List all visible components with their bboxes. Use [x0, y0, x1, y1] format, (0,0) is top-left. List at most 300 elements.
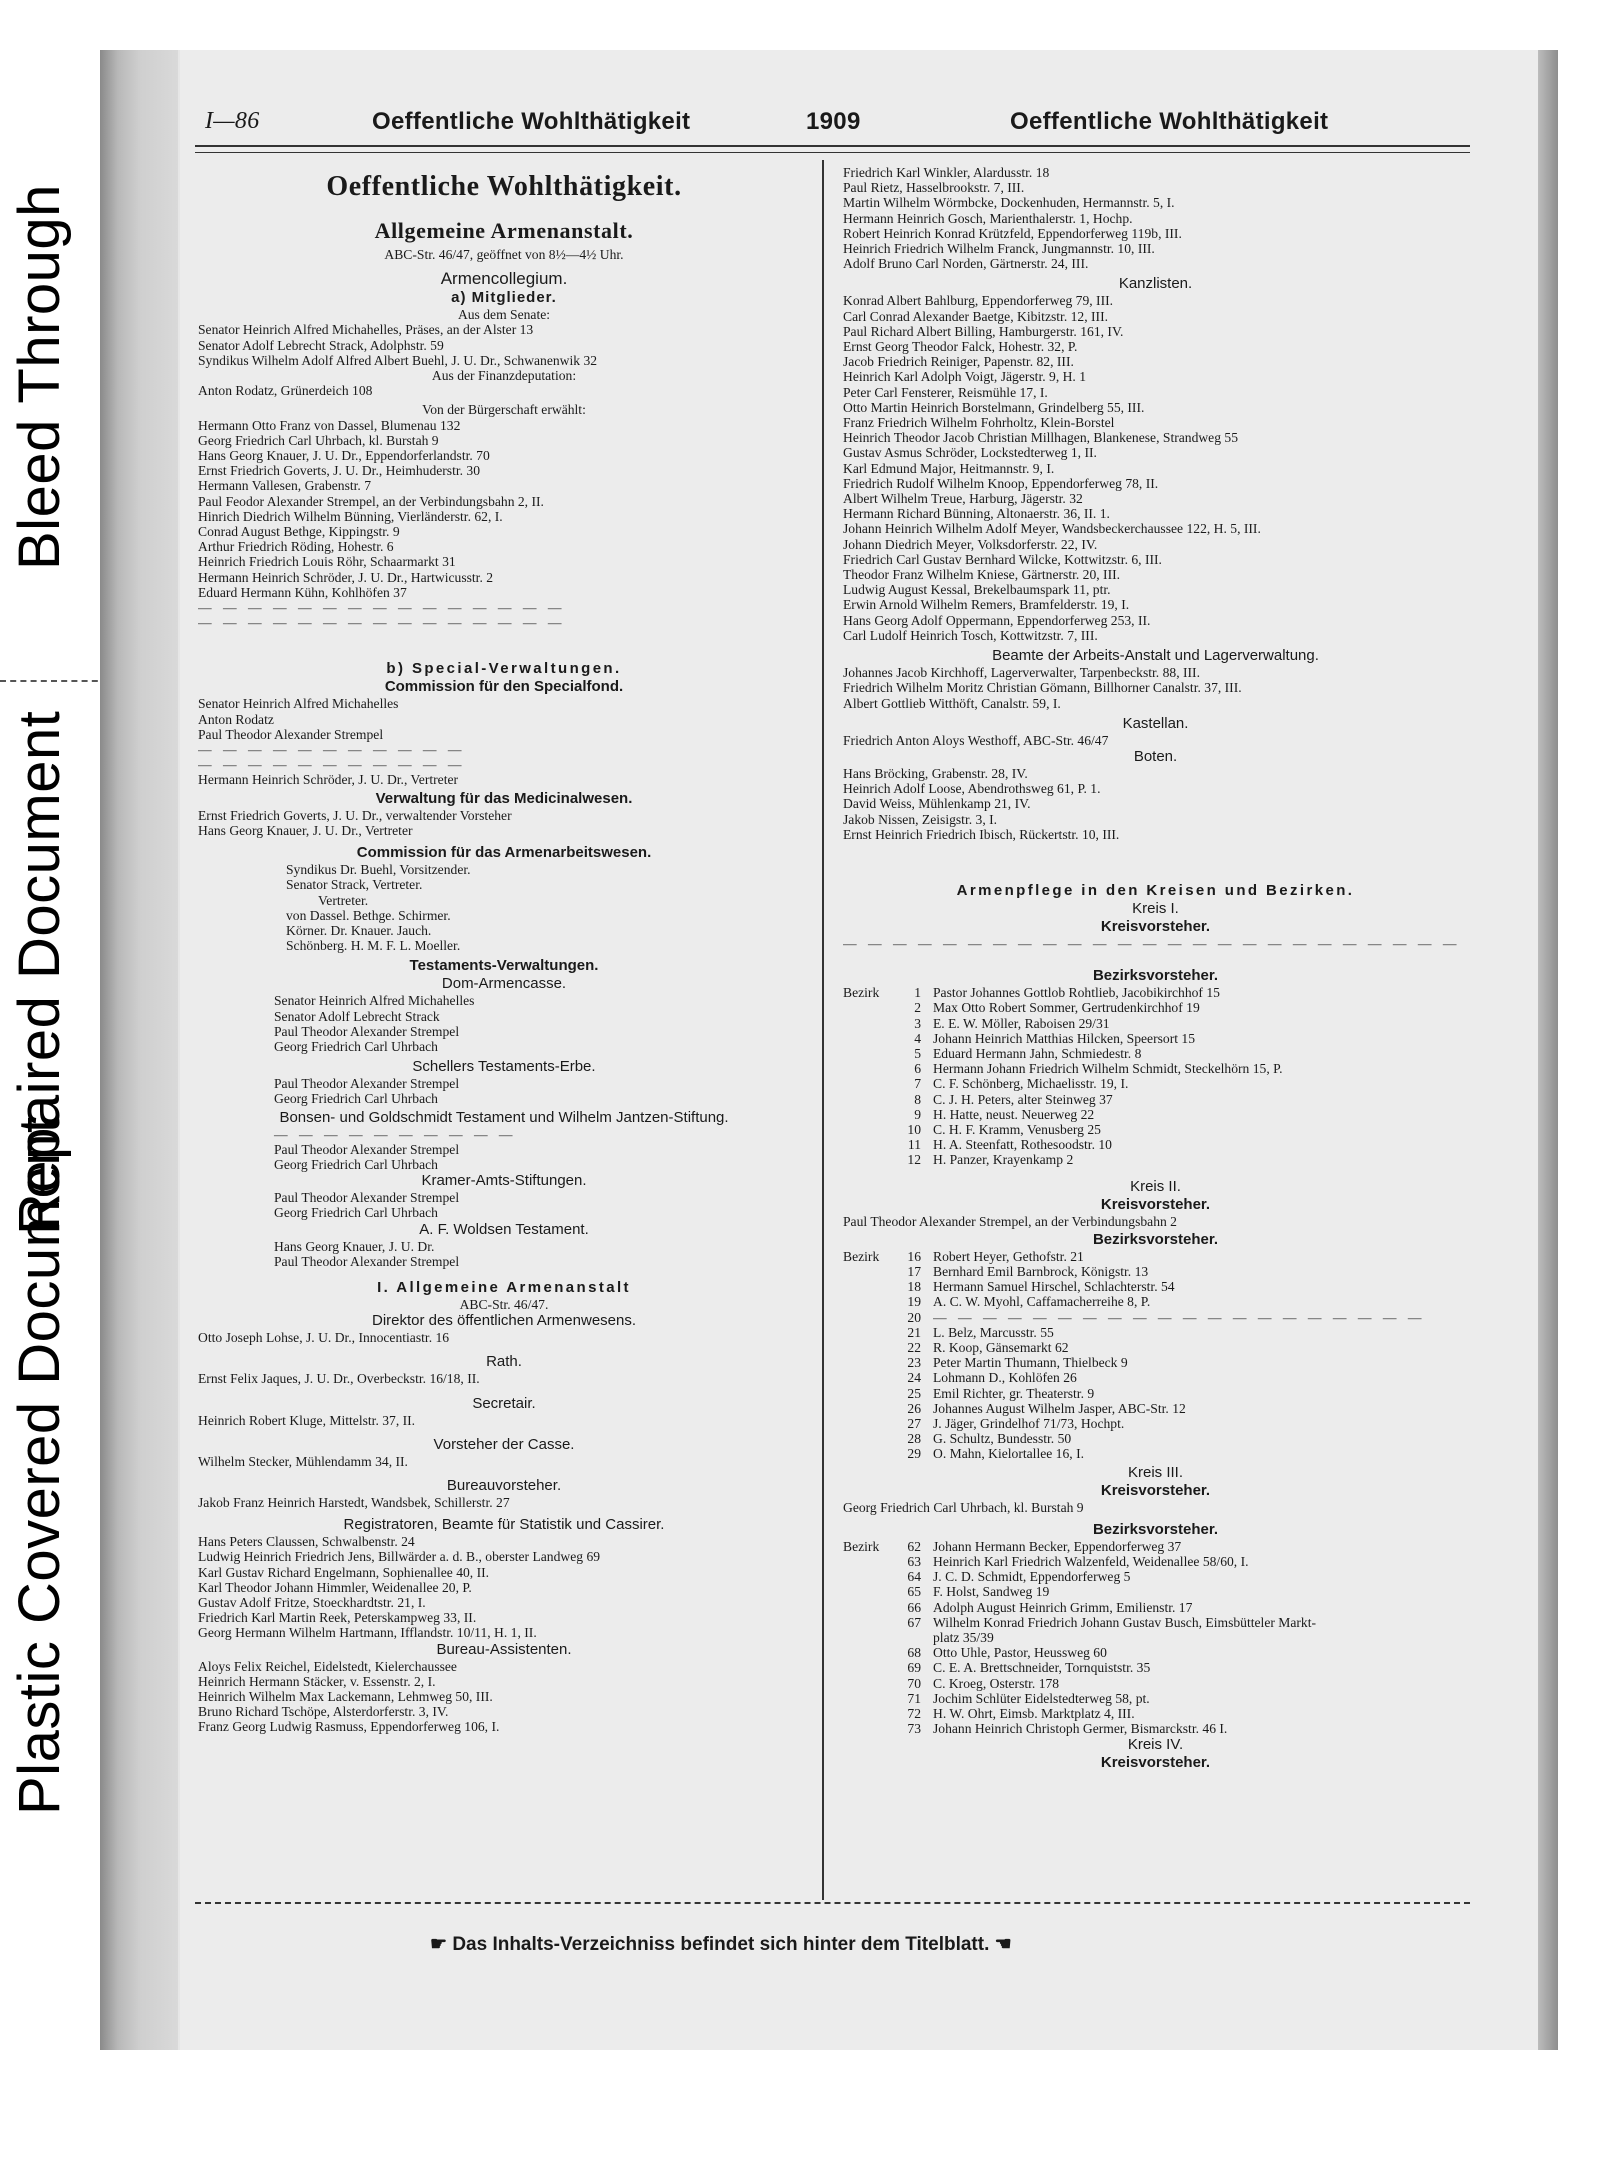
bezirk-label [843, 1279, 888, 1294]
entry: Senator Adolf Lebrecht Strack [274, 1008, 440, 1024]
bezirk-number: 23 [907, 1355, 921, 1371]
bezirk-number: 2 [914, 1000, 921, 1016]
heading: Verwaltung für das Medicinalwesen. [375, 789, 633, 807]
bezirk-label [843, 1584, 888, 1599]
bezirk-vorsteher: J. Jäger, Grindelhof 71/73, Hochpt. [933, 1416, 1125, 1431]
entry: Paul Rietz, Hasselbrookstr. 7, III. [843, 180, 1025, 196]
bezirk-vorsteher: platz 35/39 [933, 1630, 994, 1646]
entry: Jacob Friedrich Reiniger, Papenstr. 82, III. [843, 354, 1074, 370]
bezirk-row [843, 1000, 1468, 1015]
entry: Hermann Heinrich Gosch, Marienthalerstr. 1, Hochp. [843, 210, 1133, 226]
bezirk-label [843, 1431, 888, 1446]
bezirk-number: 62 [907, 1538, 921, 1554]
bezirk-row [843, 1431, 1468, 1446]
bezirk-vorsteher: Robert Heyer, Gethofstr. 21 [933, 1248, 1084, 1264]
bezirk-row [843, 1076, 1468, 1091]
pointing-hand-icon: ☚ [989, 1934, 1012, 1955]
heading: a) Mitglieder. [451, 289, 557, 307]
bezirk-row [843, 1416, 1468, 1431]
heading: Schellers Testaments-Erbe. [412, 1058, 596, 1076]
entry: Hermann Vallesen, Grabenstr. 7 [198, 478, 372, 494]
entry: Johannes Jacob Kirchhoff, Lagerverwalter, Tarpenbeckstr. 88, III. [843, 665, 1200, 681]
bezirk-row [843, 1706, 1468, 1721]
heading: Registratoren, Beamte für Statistik und Cassirer. [343, 1516, 665, 1534]
bezirk-number: 67 [907, 1614, 921, 1630]
entry: Heinrich Friedrich Wilhelm Franck, Jungmannstr. 10, III. [843, 241, 1155, 257]
entry: Peter Carl Fensterer, Reismühle 17, I. [843, 384, 1048, 400]
heading: b) Special-Verwaltungen. [386, 660, 622, 678]
entry: Georg Friedrich Carl Uhrbach [274, 1205, 438, 1221]
bezirk-row [843, 1721, 1468, 1736]
bezirk-vorsteher: Hermann Johann Friedrich Wilhelm Schmidt, Steckelhörn 15, P. [933, 1061, 1283, 1077]
bezirk-row [843, 1031, 1468, 1046]
entry: Senator Heinrich Alfred Michahelles [198, 696, 399, 712]
heading: Kreis IV. [1127, 1736, 1184, 1754]
bezirk-vorsteher: J. C. D. Schmidt, Eppendorferweg 5 [933, 1569, 1131, 1585]
entry: Friedrich Rudolf Wilhelm Knoop, Eppendorferweg 78, II. [843, 475, 1159, 491]
bezirk-label [843, 1152, 888, 1167]
header-rule [195, 145, 1470, 147]
entry: Johann Heinrich Wilhelm Adolf Meyer, Wandsbeckerchaussee 122, H. 5, III. [843, 521, 1261, 537]
bezirk-label [843, 1569, 888, 1584]
heading: Commission für den Specialfond. [384, 678, 624, 696]
bezirk-number: 12 [907, 1152, 921, 1168]
bezirk-label [843, 1660, 888, 1675]
bezirk-number: 22 [907, 1339, 921, 1355]
bezirk-label [843, 1294, 888, 1309]
bezirk-label [843, 1137, 888, 1152]
bezirk-row [843, 1264, 1468, 1279]
bezirk-number: 21 [907, 1324, 921, 1340]
entry: Erwin Arnold Wilhelm Remers, Bramfelderstr. 19, I. [843, 597, 1130, 613]
heading: Kreisvorsteher. [1100, 1195, 1211, 1213]
heading: Bonsen- und Goldschmidt Testament und Wilhelm Jantzen-Stiftung. [279, 1108, 729, 1126]
heading: Kreis II. [1130, 1177, 1181, 1195]
entry: Hans Georg Knauer, J. U. Dr., Eppendorferlandstr. 70 [198, 448, 490, 464]
entry: Heinrich Robert Kluge, Mittelstr. 37, II. [198, 1412, 416, 1428]
bezirk-row [843, 1401, 1468, 1416]
entry: Gustav Adolf Fritze, Stoeckhardtstr. 21, I. [198, 1594, 426, 1610]
footer-note [430, 1933, 1012, 1956]
bezirk-row [843, 1600, 1468, 1615]
subheading: Von der Bürgerschaft erwählt: [422, 402, 586, 418]
bezirk-vorsteher: Pastor Johannes Gottlob Rohtlieb, Jacobikirchhof 15 [933, 985, 1220, 1001]
heading: Bezirksvorsteher. [1092, 967, 1219, 985]
heading: Bezirksvorsteher. [1092, 1230, 1219, 1248]
subheading: Aus der Finanzdeputation: [431, 368, 577, 384]
bezirk-vorsteher: A. C. W. Myohl, Caffamacherreihe 8, P. [933, 1294, 1151, 1310]
bezirk-number: 5 [914, 1045, 921, 1061]
heading: Kreisvorsteher. [1100, 1754, 1211, 1772]
bezirk-label [843, 1676, 888, 1691]
bezirk-number: 16 [907, 1248, 921, 1264]
bezirk-vorsteher: C. E. A. Brettschneider, Tornquiststr. 35 [933, 1660, 1151, 1676]
bezirk-label [843, 1645, 888, 1660]
entry: Syndikus Wilhelm Adolf Alfred Albert Buehl, J. U. Dr., Schwanenwik 32 [198, 352, 598, 368]
blank-line: — — — — — — — — — — — — — — — [198, 600, 566, 616]
bezirk-label [843, 1691, 888, 1706]
header-year: 1909 [806, 108, 861, 135]
footer-text: Das Inhalts-Verzeichniss befindet sich hinter dem Titelblatt. [452, 1934, 990, 1955]
bezirk-number: 17 [907, 1263, 921, 1279]
bezirk-label [843, 1401, 888, 1416]
heading: Testaments-Verwaltungen. [409, 957, 599, 975]
bezirk-label [843, 1000, 888, 1015]
bezirk-row [843, 1660, 1468, 1675]
bezirk-vorsteher: Johann Heinrich Christoph Germer, Bismarckstr. 46 I. [933, 1721, 1228, 1737]
heading: Bureau-Assistenten. [436, 1640, 572, 1658]
bezirk-vorsteher: C. Kroeg, Osterstr. 178 [933, 1675, 1060, 1691]
bezirk-label [843, 1600, 888, 1615]
bezirk-row [843, 1137, 1468, 1152]
bezirk-vorsteher: Bernhard Emil Barnbrock, Königstr. 13 [933, 1263, 1149, 1279]
bezirk-row [843, 1645, 1468, 1660]
bezirk-label [843, 1386, 888, 1401]
bezirk-row [843, 1092, 1468, 1107]
bezirk-row [843, 1046, 1468, 1061]
bezirk-label [843, 1061, 888, 1076]
heading: Direktor des öffentlichen Armenwesens. [371, 1312, 637, 1330]
bezirk-number: 20 [907, 1309, 921, 1325]
bezirk-number: 10 [907, 1121, 921, 1137]
entry: Heinrich Wilhelm Max Lackemann, Lehmweg 50, III. [198, 1689, 493, 1704]
blank-line: — — — — — — — — — — — — — — — — — — — — — — — — — [843, 935, 1461, 951]
bezirk-vorsteher: — — — — — — — — — — — — — — — — — — — — [933, 1309, 1426, 1325]
entry: Paul Theodor Alexander Strempel [198, 726, 384, 742]
entry: Schönberg. H. M. F. L. Moeller. [286, 938, 461, 954]
bezirk-label [843, 1310, 888, 1325]
entry: Franz Friedrich Wilhelm Fohrholtz, Klein-Borstel [843, 415, 1115, 431]
heading: Bureauvorsteher. [446, 1476, 562, 1494]
heading: Vorsteher der Casse. [433, 1435, 575, 1453]
entry: Senator Heinrich Alfred Michahelles, Präses, an der Alster 13 [198, 322, 534, 338]
bezirk-row [843, 1016, 1468, 1031]
bezirk-row [843, 1325, 1468, 1340]
side-divider [0, 680, 108, 682]
blank-line: — — — — — — — — — — — — — — — [198, 615, 566, 631]
entry: Georg Friedrich Carl Uhrbach, kl. Burstah 9 [843, 1499, 1084, 1515]
blank-line: — — — — — — — — — — — [198, 742, 466, 758]
heading: Dom-Armencasse. [441, 975, 567, 993]
bezirk-vorsteher: Johann Heinrich Matthias Hilcken, Speersort 15 [933, 1030, 1195, 1046]
bezirk-row [843, 1539, 1468, 1554]
heading: Kastellan. [1122, 714, 1189, 732]
bezirk-label [843, 1355, 888, 1370]
entry: Paul Richard Albert Billing, Hamburgerstr. 161, IV. [843, 323, 1124, 339]
entry: Senator Strack, Vertreter. [286, 877, 423, 893]
entry: Ernst Georg Theodor Falck, Hohestr. 32, P. [843, 339, 1078, 355]
bezirk-row [843, 1294, 1468, 1309]
bezirk-vorsteher: Johann Hermann Becker, Eppendorferweg 37 [933, 1538, 1182, 1554]
bezirk-label [843, 1122, 888, 1137]
side-label-bleed: Bleed Through [7, 184, 72, 570]
bezirk-vorsteher: O. Mahn, Kielortallee 16, I. [933, 1446, 1084, 1462]
left-column [198, 165, 810, 1735]
bezirk-row [843, 1615, 1468, 1630]
entry: Anton Rodatz [198, 711, 274, 727]
bezirk-number: 3 [914, 1015, 921, 1031]
bezirk-vorsteher: L. Belz, Marcusstr. 55 [933, 1324, 1054, 1340]
bezirk-vorsteher: Johannes August Wilhelm Jasper, ABC-Str. 12 [933, 1400, 1186, 1416]
entry: Heinrich Friedrich Louis Röhr, Schaarmarkt 31 [198, 554, 456, 570]
entry: Otto Joseph Lohse, J. U. Dr., Innocentiastr. 16 [198, 1330, 450, 1346]
entry: Paul Theodor Alexander Strempel [274, 1023, 460, 1039]
bezirk-label [843, 1554, 888, 1569]
entry: Friedrich Karl Winkler, Alardusstr. 18 [843, 165, 1050, 180]
bezirk-number: 71 [907, 1690, 921, 1706]
bezirk-number: 29 [907, 1446, 921, 1462]
entry: Hermann Heinrich Schröder, J. U. Dr., Vertreter [198, 772, 459, 788]
bezirk-row [843, 1676, 1468, 1691]
entry: Bruno Richard Tschöpe, Alsterdorferstr. 3, IV. [198, 1704, 449, 1720]
bezirk-number: 65 [907, 1584, 921, 1600]
heading: Kramer-Amts-Stiftungen. [421, 1172, 587, 1190]
entry: Hans Bröcking, Grabenstr. 28, IV. [843, 765, 1028, 781]
address: ABC-Str. 46/47, geöffnet von 8½—4½ Uhr. [384, 247, 624, 262]
heading: Kanzlisten. [1118, 275, 1193, 293]
bezirk-vorsteher: Lohmann D., Kohlöfen 26 [933, 1370, 1077, 1386]
entry: Martin Wilhelm Wörmbcke, Dockenhuden, Hermannstr. 5, I. [843, 195, 1175, 211]
entry: Otto Martin Heinrich Borstelmann, Grindelberg 55, III. [843, 399, 1145, 415]
entry: Syndikus Dr. Buehl, Vorsitzender. [286, 862, 471, 878]
side-label-repaired: Repaired Document [7, 710, 72, 1235]
bezirk-number: 18 [907, 1279, 921, 1295]
blank-line: — — — — — — — — — — — [198, 757, 466, 773]
bezirk-number: 64 [907, 1569, 921, 1585]
subheading: Aus dem Senate: [457, 307, 551, 323]
entry: Hans Georg Adolf Oppermann, Eppendorferweg 253, II. [843, 612, 1151, 628]
bezirk-number: 73 [907, 1721, 921, 1737]
entry: Georg Hermann Wilhelm Hartmann, Ifflandstr. 10/11, H. 1, II. [198, 1625, 537, 1641]
page-edge-shadow [1538, 50, 1558, 2050]
bezirk-row [843, 1279, 1468, 1294]
entry: Hans Peters Claussen, Schwalbenstr. 24 [198, 1534, 415, 1550]
bezirk-label: Bezirk [843, 1538, 880, 1554]
entry: Johann Diedrich Meyer, Volksdorferstr. 22, IV. [843, 536, 1098, 552]
bezirk-label [843, 1046, 888, 1061]
bezirk-row [843, 1061, 1468, 1076]
entry: Heinrich Hermann Stäcker, v. Essenstr. 2, I. [198, 1673, 436, 1689]
entry: Heinrich Adolf Loose, Abendrothsweg 61, P. 1. [843, 781, 1101, 797]
bezirk-row [843, 1386, 1468, 1401]
entry: Heinrich Karl Adolph Voigt, Jägerstr. 9, H. 1 [843, 369, 1087, 385]
side-label-plastic: Plastic Covered Document [7, 1116, 72, 1815]
bezirk-vorsteher: R. Koop, Gänsemarkt 62 [933, 1339, 1069, 1355]
bezirk-row [843, 1446, 1468, 1461]
bezirk-number: 1 [914, 985, 921, 1001]
bezirk-vorsteher: H. Hatte, neust. Neuerweg 22 [933, 1106, 1095, 1122]
entry: Ernst Friedrich Goverts, J. U. Dr., Heimhuderstr. 30 [198, 463, 481, 479]
bezirk-number: 28 [907, 1431, 921, 1447]
heading: Armenpflege in den Kreisen und Bezirken. [956, 881, 1355, 899]
bezirk-vorsteher: Jochim Schlüter Eidelstedterweg 58, pt. [933, 1690, 1150, 1706]
entry: Gustav Asmus Schröder, Lockstedterweg 1, II. [843, 445, 1097, 461]
bezirk-vorsteher: G. Schultz, Bundesstr. 50 [933, 1431, 1072, 1447]
heading: Kreis I. [1132, 899, 1179, 917]
entry: Friedrich Karl Martin Reek, Peterskampweg 33, II. [198, 1610, 477, 1626]
entry: Heinrich Theodor Jacob Christian Millhagen, Blankenese, Strandweg 55 [843, 430, 1239, 446]
heading: Commission für das Armenarbeitswesen. [356, 844, 652, 862]
entry: Konrad Albert Bahlburg, Eppendorferweg 79, III. [843, 293, 1114, 309]
bezirk-vorsteher: Eduard Hermann Jahn, Schmiedestr. 8 [933, 1045, 1142, 1061]
bezirk-row [843, 1691, 1468, 1706]
entry: Carl Conrad Alexander Baetge, Kibitzstr. 12, III. [843, 308, 1109, 324]
bezirk-vorsteher: Heinrich Karl Friedrich Walzenfeld, Weidenallee 58/60, I. [933, 1554, 1249, 1570]
bezirk-number: 7 [914, 1076, 921, 1092]
entry: Conrad August Bethge, Kippingstr. 9 [198, 524, 400, 540]
bezirk-vorsteher: F. Holst, Sandweg 19 [933, 1584, 1050, 1600]
bezirk-vorsteher: Adolph August Heinrich Grimm, Emilienstr. 17 [933, 1599, 1193, 1615]
entry: Georg Friedrich Carl Uhrbach [274, 1156, 438, 1172]
heading: Secretair. [472, 1394, 536, 1412]
entry: Vertreter. [318, 892, 369, 908]
entry: Adolf Bruno Carl Norden, Gärtnerstr. 24, III. [843, 256, 1089, 272]
bezirk-label [843, 1076, 888, 1091]
bezirk-row [843, 1152, 1468, 1167]
bezirk-vorsteher: Peter Martin Thumann, Thielbeck 9 [933, 1355, 1128, 1371]
bezirk-row [843, 1630, 1468, 1645]
bezirk-number: 26 [907, 1400, 921, 1416]
pointing-hand-icon: ☛ [430, 1934, 453, 1955]
bezirk-vorsteher: C. J. H. Peters, alter Steinweg 37 [933, 1091, 1113, 1107]
bezirk-label [843, 1092, 888, 1107]
right-column [843, 165, 1468, 1772]
entry: Jakob Franz Heinrich Harstedt, Wandsbek, Schillerstr. 27 [198, 1494, 510, 1510]
heading: I. Allgemeine Armenanstalt [377, 1278, 631, 1296]
bezirk-label [843, 1706, 888, 1721]
blank-line: — — — — — — — — — — [274, 1126, 517, 1142]
bezirk-label [843, 1107, 888, 1122]
bezirk-number [888, 1630, 933, 1645]
entry: Wilhelm Stecker, Mühlendamm 34, II. [198, 1453, 408, 1469]
bezirk-vorsteher: C. H. F. Kramm, Venusberg 25 [933, 1121, 1101, 1137]
entry: Senator Heinrich Alfred Michahelles [274, 993, 475, 1009]
bezirk-number: 8 [914, 1091, 921, 1107]
bezirk-vorsteher: Max Otto Robert Sommer, Gertrudenkirchhof 19 [933, 1000, 1200, 1016]
bezirk-label: Bezirk [843, 985, 880, 1001]
entry: Anton Rodatz, Grünerdeich 108 [198, 383, 373, 399]
entry: Friedrich Carl Gustav Bernhard Wilcke, Kottwitzstr. 6, III. [843, 551, 1162, 567]
header-title-right: Oeffentliche Wohlthätigkeit [1010, 108, 1329, 135]
entry: Paul Theodor Alexander Strempel [274, 1190, 460, 1206]
bezirk-vorsteher: Wilhelm Konrad Friedrich Johann Gustav Busch, Eimsbütteler Markt- [933, 1614, 1317, 1630]
bezirk-label [843, 1264, 888, 1279]
entry: Ernst Heinrich Friedrich Ibisch, Rückertstr. 10, III. [843, 826, 1120, 842]
entry: Paul Feodor Alexander Strempel, an der Verbindungsbahn 2, II. [198, 493, 544, 509]
heading: Bezirksvorsteher. [1092, 1520, 1219, 1538]
entry: Karl Edmund Major, Heitmannstr. 9, I. [843, 460, 1055, 476]
bezirk-number: 63 [907, 1554, 921, 1570]
bezirk-label [843, 1630, 888, 1645]
binding-shadow [100, 50, 178, 2050]
bezirk-row [843, 1122, 1468, 1137]
entry: von Dassel. Bethge. Schirmer. [286, 907, 451, 923]
bezirk-number: 19 [907, 1294, 921, 1310]
entry: Carl Ludolf Heinrich Tosch, Kottwitzstr. 7, III. [843, 627, 1098, 643]
entry: Karl Gustav Richard Engelmann, Sophienallee 40, II. [198, 1564, 490, 1580]
bezirk-label [843, 1016, 888, 1031]
entry: Paul Theodor Alexander Strempel [274, 1076, 460, 1092]
entry: Eduard Hermann Kühn, Kohlhöfen 37 [198, 584, 407, 600]
bezirk-label [843, 1615, 888, 1630]
heading: Armencollegium. [440, 269, 568, 289]
entry: Ernst Felix Jaques, J. U. Dr., Overbeckstr. 16/18, II. [198, 1371, 480, 1387]
entry: Karl Theodor Johann Himmler, Weidenallee 20, P. [198, 1579, 472, 1595]
bezirk-row [843, 1355, 1468, 1370]
entry: Ernst Friedrich Goverts, J. U. Dr., verwaltender Vorsteher [198, 807, 512, 823]
entry: Ludwig Heinrich Friedrich Jens, Billwärder a. d. B., oberster Landweg 69 [198, 1549, 601, 1565]
bezirk-vorsteher: Hermann Samuel Hirschel, Schlachterstr. 54 [933, 1279, 1175, 1295]
header-rule-thin [195, 152, 1470, 153]
bezirk-row [843, 1584, 1468, 1599]
entry: Paul Theodor Alexander Strempel [274, 1253, 460, 1269]
entry: Georg Friedrich Carl Uhrbach [274, 1091, 438, 1107]
entry: Hermann Heinrich Schröder, J. U. Dr., Hartwicusstr. 2 [198, 569, 494, 585]
bezirk-number: 11 [907, 1137, 921, 1153]
bezirk-label [843, 1416, 888, 1431]
bezirk-row [843, 1340, 1468, 1355]
bezirk-label [843, 1370, 888, 1385]
entry: Hinrich Diedrich Wilhelm Bünning, Vierländerstr. 62, I. [198, 508, 503, 524]
entry: Senator Adolf Lebrecht Strack, Adolphstr. 59 [198, 337, 444, 353]
entry: Friedrich Anton Aloys Westhoff, ABC-Str. 46/47 [843, 732, 1109, 748]
bezirk-label [843, 1031, 888, 1046]
bezirk-label: Bezirk [843, 1248, 880, 1264]
entry: Friedrich Wilhelm Moritz Christian Gömann, Billhorner Canalstr. 37, III. [843, 680, 1242, 696]
bezirk-number: 70 [907, 1675, 921, 1691]
entry: Hermann Otto Franz von Dassel, Blumenau 132 [198, 417, 461, 433]
bezirk-vorsteher: Emil Richter, gr. Theaterstr. 9 [933, 1385, 1095, 1401]
entry: Ludwig August Kessal, Brekelbaumspark 11, ptr. [843, 582, 1111, 598]
bezirk-number: 6 [914, 1061, 921, 1077]
entry: Theodor Franz Wilhelm Kniese, Gärtnerstr. 20, III. [843, 567, 1121, 583]
entry: Albert Wilhelm Treue, Harburg, Jägerstr. 32 [843, 491, 1083, 507]
bezirk-label [843, 1446, 888, 1461]
heading: Beamte der Arbeits-Anstalt und Lagerverwaltung. [992, 647, 1319, 665]
heading: Kreis III. [1127, 1463, 1183, 1481]
heading: A. F. Woldsen Testament. [419, 1220, 589, 1238]
entry: Albert Gottlieb Witthöft, Canalstr. 59, I. [843, 695, 1061, 711]
bezirk-number: 68 [907, 1645, 921, 1661]
bezirk-number: 24 [907, 1370, 921, 1386]
bezirk-row [843, 1554, 1468, 1569]
heading: Kreisvorsteher. [1100, 1481, 1211, 1499]
bezirk-vorsteher: H. Panzer, Krayenkamp 2 [933, 1152, 1074, 1168]
bezirk-row [843, 1370, 1468, 1385]
bezirk-row [843, 1569, 1468, 1584]
heading: Boten. [1133, 747, 1178, 765]
entry: Franz Georg Ludwig Rasmuss, Eppendorferweg 106, I. [198, 1719, 500, 1735]
column-divider [822, 160, 824, 1900]
entry: Jakob Nissen, Zeisigstr. 3, I. [843, 811, 998, 827]
entry: Georg Friedrich Carl Uhrbach [274, 1038, 438, 1054]
bezirk-vorsteher: E. E. W. Möller, Raboisen 29/31 [933, 1015, 1110, 1031]
entry: Paul Theodor Alexander Strempel, an der Verbindungsbahn 2 [843, 1213, 1177, 1229]
entry: Körner. Dr. Knauer. Jauch. [286, 922, 432, 938]
heading: Rath. [486, 1353, 522, 1371]
entry: David Weiss, Mühlenkamp 21, IV. [843, 796, 1031, 812]
entry: Robert Heinrich Konrad Krützfeld, Eppendorferweg 119b, III. [843, 225, 1182, 241]
page-number: I—86 [205, 108, 260, 134]
entry: Aloys Felix Reichel, Eidelstedt, Kielerchaussee [198, 1658, 457, 1674]
bezirk-vorsteher: H. A. Steenfatt, Rothesoodstr. 10 [933, 1137, 1112, 1153]
entry: Hans Georg Knauer, J. U. Dr., Vertreter [198, 822, 413, 838]
header-title-left: Oeffentliche Wohlthätigkeit [372, 108, 691, 135]
entry: Paul Theodor Alexander Strempel [274, 1141, 460, 1157]
entry: Georg Friedrich Carl Uhrbach, kl. Burstah 9 [198, 432, 439, 448]
bezirk-number: 9 [914, 1106, 921, 1122]
heading: Kreisvorsteher. [1100, 917, 1211, 935]
